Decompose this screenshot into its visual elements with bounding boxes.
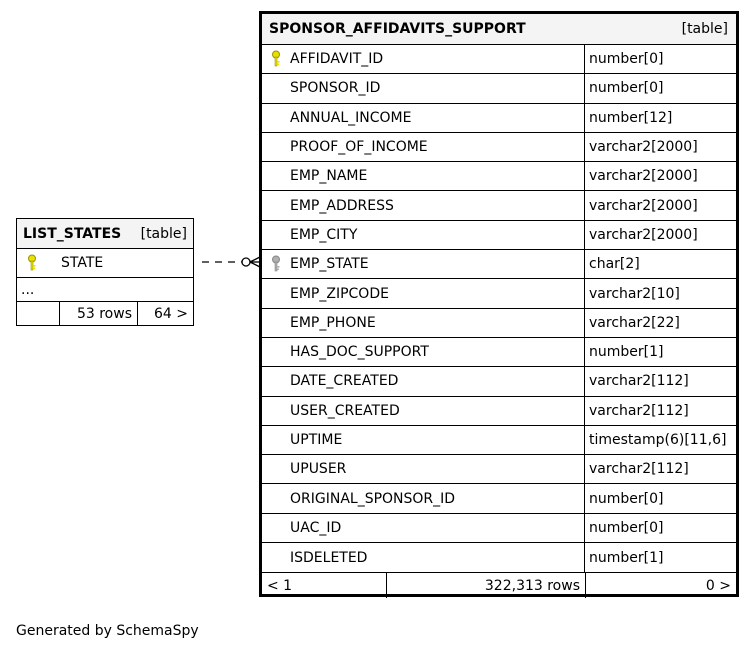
column-type: varchar2[2000]: [589, 168, 698, 185]
column-name: UPUSER: [290, 461, 347, 478]
column-name-cell: [262, 250, 585, 278]
column-name-cell: [262, 45, 585, 73]
column-name-cell: [262, 426, 585, 454]
list-states-kind: [table]: [140, 225, 187, 242]
column-type: varchar2[22]: [589, 314, 680, 331]
column-name-cell: [262, 397, 585, 425]
zero-optional-circle: [242, 258, 250, 266]
column-row[interactable]: [262, 162, 736, 191]
column-type: varchar2[2000]: [589, 197, 698, 214]
column-name-cell: [262, 514, 585, 542]
main-table-footer: [262, 572, 736, 598]
column-name-cell: [262, 133, 585, 161]
main-table-title: SPONSOR_AFFIDAVITS_SUPPORT: [269, 21, 526, 37]
foreign-key-icon: [262, 255, 290, 273]
list-states-row-count: 53 rows: [60, 302, 138, 325]
column-name: ORIGINAL_SPONSOR_ID: [290, 490, 456, 507]
list-states-title: LIST_STATES: [23, 225, 122, 242]
column-type: varchar2[2000]: [589, 226, 698, 243]
main-table-columns: [262, 45, 736, 572]
column-name: EMP_PHONE: [290, 314, 376, 331]
column-name-cell: [262, 455, 585, 483]
column-row[interactable]: [262, 279, 736, 308]
column-name: AFFIDAVIT_ID: [290, 51, 384, 68]
column-name-cell: [262, 279, 585, 307]
list-states-column-name: STATE: [61, 255, 104, 271]
column-name: EMP_ZIPCODE: [290, 285, 389, 302]
column-type: varchar2[2000]: [589, 139, 698, 156]
column-row[interactable]: [262, 104, 736, 133]
column-name: DATE_CREATED: [290, 373, 399, 390]
column-type: number[1]: [589, 549, 664, 566]
column-name: EMP_ADDRESS: [290, 197, 394, 214]
column-name-cell: [262, 543, 585, 572]
column-type: char[2]: [589, 256, 640, 273]
column-name-cell: [262, 221, 585, 249]
column-name-cell: [262, 338, 585, 366]
column-row[interactable]: [262, 74, 736, 103]
column-name: UAC_ID: [290, 519, 342, 536]
column-row[interactable]: [262, 484, 736, 513]
column-name-cell: [262, 162, 585, 190]
column-row[interactable]: [262, 455, 736, 484]
main-table-header: [262, 14, 736, 45]
column-row[interactable]: [262, 543, 736, 572]
column-name: USER_CREATED: [290, 402, 400, 419]
column-row[interactable]: [262, 309, 736, 338]
column-row[interactable]: [262, 514, 736, 543]
column-row[interactable]: [262, 133, 736, 162]
column-type: varchar2[10]: [589, 285, 680, 302]
column-name-cell: [262, 74, 585, 102]
column-name: UPTIME: [290, 432, 343, 448]
column-row[interactable]: [262, 367, 736, 396]
column-row[interactable]: [262, 250, 736, 279]
column-name-cell: [262, 104, 585, 132]
main-table-children[interactable]: 0 >: [705, 577, 731, 594]
primary-key-icon: [262, 50, 290, 68]
column-name-cell: [262, 191, 585, 219]
column-name: EMP_NAME: [290, 168, 368, 185]
column-name: SPONSOR_ID: [290, 80, 381, 97]
column-type: number[0]: [589, 490, 664, 507]
column-row[interactable]: [262, 338, 736, 367]
list-states-ellipsis: ...: [17, 278, 193, 302]
sponsor-affidavits-support-table[interactable]: [259, 11, 739, 597]
column-type: timestamp(6)[11,6]: [589, 432, 727, 448]
column-name: EMP_STATE: [290, 256, 369, 273]
column-type: number[0]: [589, 51, 664, 68]
list-states-children[interactable]: 64 >: [154, 305, 188, 322]
column-row[interactable]: [262, 426, 736, 455]
column-name-cell: [262, 367, 585, 395]
column-row[interactable]: [262, 191, 736, 220]
column-type: number[12]: [589, 109, 673, 126]
main-table-parents[interactable]: < 1: [262, 573, 387, 598]
column-row[interactable]: [262, 221, 736, 250]
column-name: EMP_CITY: [290, 226, 358, 243]
main-table-row-count: 322,313 rows: [387, 573, 586, 598]
column-type: varchar2[112]: [589, 373, 689, 390]
column-row[interactable]: [262, 45, 736, 74]
column-type: number[1]: [589, 344, 664, 361]
column-type: varchar2[112]: [589, 461, 689, 478]
column-name-cell: [262, 309, 585, 337]
column-name: HAS_DOC_SUPPORT: [290, 344, 429, 361]
column-row[interactable]: [262, 397, 736, 426]
column-name: ISDELETED: [290, 549, 368, 566]
generated-by-label: Generated by SchemaSpy: [16, 623, 199, 639]
column-type: number[0]: [589, 519, 664, 536]
column-name-cell: [262, 484, 585, 512]
column-type: varchar2[112]: [589, 402, 689, 419]
column-name: ANNUAL_INCOME: [290, 109, 412, 126]
column-type: number[0]: [589, 80, 664, 97]
column-name: PROOF_OF_INCOME: [290, 139, 428, 156]
main-table-kind: [table]: [681, 21, 728, 37]
